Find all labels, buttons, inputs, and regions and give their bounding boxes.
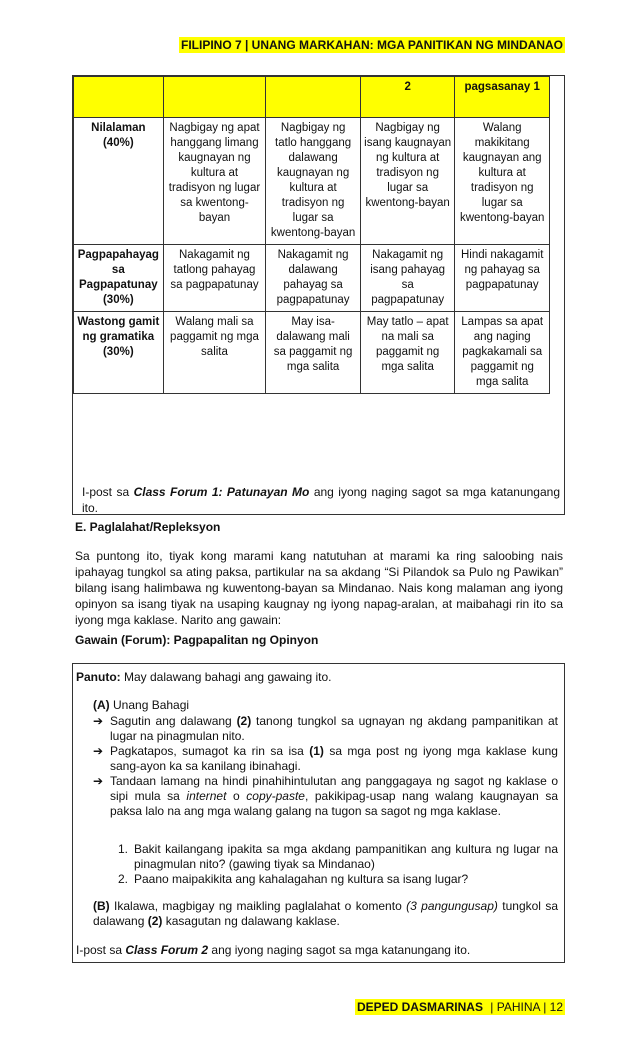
rubric-header-cell: pagsasanay 1 <box>455 77 550 118</box>
class-forum-1-instruction <box>82 484 560 516</box>
question-number: 1. <box>118 842 129 856</box>
arrow-icon: ➔ <box>93 774 104 788</box>
bullet-text: o <box>226 789 247 803</box>
question-number: 2. <box>118 872 129 886</box>
bullet-text: Tandaan lamang na hindi pinahihintulutan ang panggagaya ng sagot ng kaklase o sipi mula sa <box>110 774 558 803</box>
page-header <box>179 38 565 52</box>
rubric-row-gramatika <box>74 312 550 394</box>
list-item <box>93 714 558 744</box>
panuto-text: May dalawang bahagi ang gawaing ito. <box>120 670 332 684</box>
page-footer <box>355 1000 565 1014</box>
question-item <box>118 872 558 887</box>
part-a-bullets <box>93 714 558 819</box>
class-forum-2-instruction <box>76 943 470 958</box>
section-e-paragraph: Sa puntong ito, tiyak kong marami kang natutuhan at marami ka ring saloobing nais ipahayag tungkol sa ating paksa, partikular na sa akdang “Si Pilandok sa Pulo ng Pawikan” bilang isang halimbawa ng kuwentong-bayan sa Mindanao. Nais kong malaman ang iyong opinyon sa isang tiyak na usaping kaugnay ng iyong napag-aralan, at maibahagi rin ito sa iyong mga kaklase. Narito ang gawain: <box>75 549 563 627</box>
bullet-text: , pakikipag-usap nang walang kaugnayan sa paksa lalo na ang mga walang galang na tugon sa sagot ng mga kaklase. <box>110 789 558 818</box>
rubric-cell: Lampas sa apat ang naging pagkakamali sa paggamit ng mga salita <box>455 312 550 394</box>
panuto-label: Panuto: <box>76 670 121 684</box>
arrow-icon: ➔ <box>93 714 104 728</box>
part-b-bold: (2) <box>147 914 163 928</box>
rubric-header-row <box>74 77 550 118</box>
question-text: Bakit kailangang ipakita sa mga akdang pampanitikan ang kultura ng lugar na pinagmulan nito? (gawing tiyak sa Mindanao) <box>134 842 558 871</box>
class-forum-1-label: Class Forum 1: Patunayan Mo <box>133 485 310 499</box>
bullet-text: sa mga post ng iyong mga kaklase kung sang-ayon ka sa kanilang ibinahagi. <box>110 744 558 773</box>
bullet-bold: (2) <box>236 714 252 728</box>
post-prefix: I-post sa <box>82 485 134 499</box>
criterion-cell: Nilalaman (40%) <box>74 118 164 245</box>
rubric-cell: Walang makikitang kaugnayan ang kultura at tradisyon ng lugar sa kwentong-bayan <box>455 118 550 245</box>
panuto-line <box>76 670 332 685</box>
rubric-cell: Walang mali sa paggamit ng mga salita <box>163 312 266 394</box>
rubric-cell: May tatlo – apat na mali sa paggamit ng mga salita <box>360 312 455 394</box>
question-item <box>118 842 558 872</box>
rubric-header-cell <box>163 77 266 118</box>
forum-instructions-box <box>72 663 565 963</box>
bullet-bold: (1) <box>309 744 324 758</box>
rubric-cell: Nakagamit ng dalawang pahayag sa pagpapatunay <box>266 245 361 312</box>
question-list <box>118 842 558 887</box>
part-a-label: (A) <box>93 698 110 712</box>
list-item <box>93 744 558 774</box>
bullet-italic: internet <box>186 789 227 803</box>
footer-page-number: | PAHINA | 12 <box>486 1000 563 1014</box>
rubric-row-nilalaman <box>74 118 550 245</box>
part-b-segment: Ikalawa, magbigay ng maikling paglalahat o komento <box>109 899 407 913</box>
rubric-header-cell <box>74 77 164 118</box>
part-b-segment: kasagutan ng dalawang kaklase. <box>162 914 340 928</box>
rubric-cell: Nagbigay ng isang kaugnayan ng kultura at tradisyon ng lugar sa kwentong-bayan <box>360 118 455 245</box>
bullet-text: Pagkatapos, sumagot ka rin sa isa <box>110 744 310 758</box>
rubric-header-cell <box>266 77 361 118</box>
criterion-cell: Wastong gamit ng gramatika (30%) <box>74 312 164 394</box>
question-text: Paano maipakikita ang kahalagahan ng kultura sa isang lugar? <box>134 872 469 886</box>
header-title: FILIPINO 7 | UNANG MARKAHAN: MGA PANITIKAN NG MINDANAO <box>180 38 563 52</box>
rubric-header-cell: 2 <box>360 77 455 118</box>
rubric-cell: Nakagamit ng tatlong pahayag sa pagpapatunay <box>163 245 266 312</box>
part-b-label: (B) <box>93 899 110 913</box>
part-a-title: Unang Bahagi <box>109 698 190 712</box>
rubric-table <box>73 76 550 394</box>
part-a-heading <box>93 698 189 713</box>
bullet-text: Sagutin ang dalawang <box>110 714 237 728</box>
bullet-text: tanong tungkol sa ugnayan ng akdang pampanitikan at lugar na pinagmulan nito. <box>110 714 558 743</box>
footer-org: DEPED DASMARINAS <box>356 1000 483 1014</box>
rubric-cell: Hindi nakagamit ng pahayag sa pagpapatunay <box>455 245 550 312</box>
bullet-italic: copy-paste <box>246 789 305 803</box>
rubric-cell: Nagbigay ng apat hanggang limang kaugnayan ng kultura at tradisyon ng lugar sa kwentong-bayan <box>163 118 266 245</box>
list-item <box>93 774 558 819</box>
criterion-cell: Pagpapahayag sa Pagpapatunay (30%) <box>74 245 164 312</box>
post-prefix: I-post sa <box>76 943 126 957</box>
rubric-cell: Nakagamit ng isang pahayag sa pagpapatunay <box>360 245 455 312</box>
rubric-box <box>72 75 565 515</box>
class-forum-2-label: Class Forum 2 <box>125 943 209 957</box>
rubric-cell: May isa-dalawang mali sa paggamit ng mga salita <box>266 312 361 394</box>
post-suffix: ang iyong naging sagot sa mga katanungang ito. <box>208 943 471 957</box>
post-suffix: ang iyong naging sagot sa mga katanungang ito. <box>82 485 561 515</box>
rubric-row-pagpapahayag <box>74 245 550 312</box>
rubric-cell: Nagbigay ng tatlo hanggang dalawang kaugnayan ng kultura at tradisyon ng lugar sa kwentong-bayan <box>266 118 361 245</box>
gawain-title: Gawain (Forum): Pagpapalitan ng Opinyon <box>75 633 319 647</box>
arrow-icon: ➔ <box>93 744 104 758</box>
section-e-title: E. Paglalahat/Repleksyon <box>75 520 221 534</box>
part-b-segment: tungkol sa dalawang <box>93 899 558 928</box>
part-b-text <box>93 899 558 929</box>
part-b-italic: (3 pangungusap) <box>406 899 498 913</box>
